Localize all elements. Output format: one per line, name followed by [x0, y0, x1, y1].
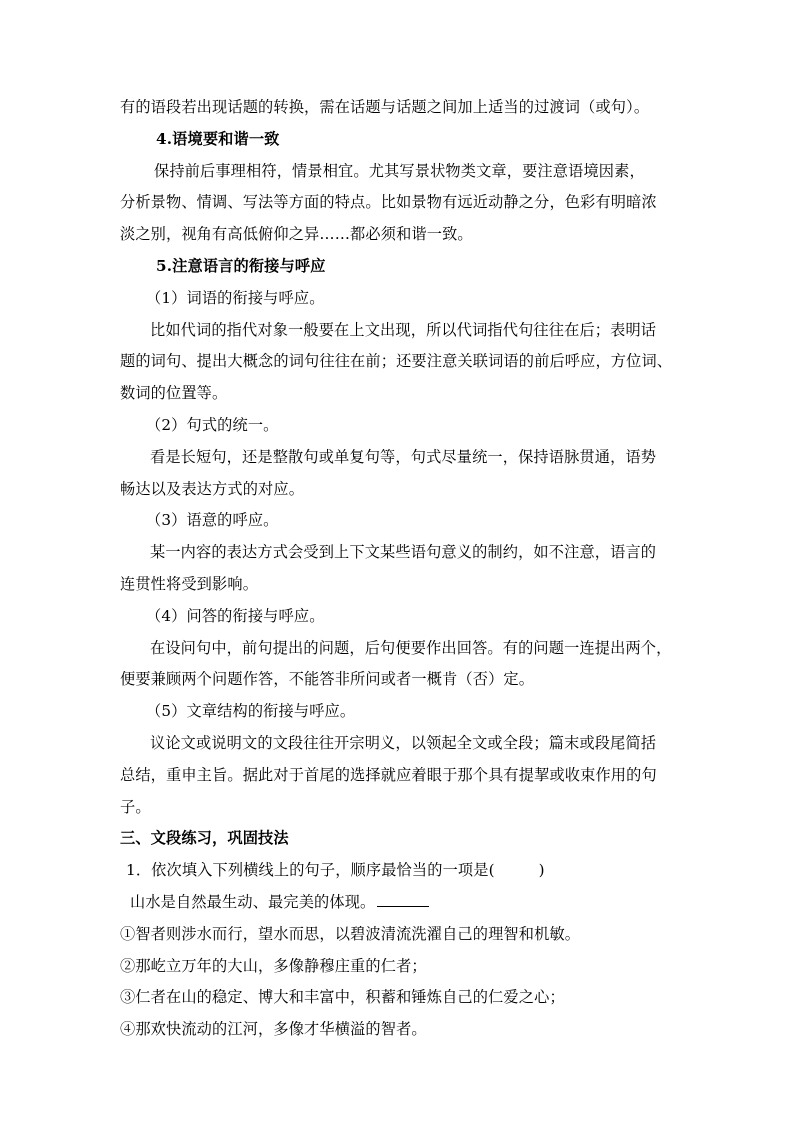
section-heading-5: 5.注意语言的衔接与呼应: [156, 256, 326, 275]
option-2: ②那屹立万年的大山，多像静穆庄重的仁者；: [120, 956, 427, 975]
paragraph-line: 分析景物、情调、写法等方面的特点。比如景物有远近动静之分，色彩有明暗浓: [120, 193, 657, 212]
paragraph-line: 连贯性将受到影响。: [120, 574, 259, 593]
paragraph-line: 保持前后事理相符，情景相宜。尤其写景状物类文章，要注意语境因素，: [154, 161, 645, 180]
section-heading-4: 4.语境要和谐一致: [156, 129, 280, 148]
question-1: [120, 855, 680, 887]
paragraph-line: 看是长短句，还是整散句或单复句等，句式尽量统一，保持语脉贯通，语势: [150, 447, 657, 466]
paragraph-line: 数词的位置等。: [120, 384, 228, 403]
option-3: ③仁者在山的稳定、博大和丰富中，积蓄和锤炼自己的仁爱之心；: [120, 988, 565, 1007]
paragraph-line: 题的词句、提出大概念的词句往往在前；还要注意关联词语的前后呼应，方位词、: [120, 352, 673, 371]
question-paren-close: ): [538, 861, 545, 880]
paragraph-line: 淡之别，视角有高低俯仰之异……都必须和谐一致。: [120, 225, 473, 244]
fill-blank: [377, 890, 429, 907]
paragraph-line: 总结，重申主旨。据此对于首尾的选择就应着眼于那个具有提挈或收束作用的句: [120, 765, 657, 784]
subsection-heading: （1）词语的衔接与呼应。: [146, 288, 325, 307]
paragraph-line: 在设问句中，前句提出的问题，后句便要作出回答。有的问题一连提出两个，: [150, 638, 672, 657]
paragraph-line: 有的语段若出现话题的转换，需在话题与话题之间加上适当的过渡词（或句）。: [120, 98, 650, 116]
document-page: [120, 92, 680, 1046]
paragraph-line: 议论文或说明文的文段往往开宗明义，以领起全文或全段；篇末或段尾简括: [150, 733, 657, 752]
paragraph-line: 便要兼顾两个问题作答，不能答非所问或者一概肯（否）定。: [120, 670, 535, 689]
subsection-heading: （5）文章结构的衔接与呼应。: [146, 702, 356, 721]
question-text: 1．依次填入下列横线上的句子，顺序最恰当的一项是(: [126, 861, 495, 880]
paragraph-line: 畅达以及表达方式的对应。: [120, 479, 305, 498]
section-heading-3: 三、文段练习，巩固技法: [120, 829, 289, 848]
paragraph-line: 某一内容的表达方式会受到上下文某些语句意义的制约，如不注意，语言的: [150, 543, 657, 562]
option-4: ④那欢快流动的江河，多像才华横溢的智者。: [120, 1020, 427, 1039]
paragraph-line: 子。: [120, 797, 151, 816]
subsection-heading: （4）问答的衔接与呼应。: [146, 606, 325, 625]
paragraph-line: 比如代词的指代对象一般要在上文出现，所以代词指代句往往在后；表明话: [150, 320, 657, 339]
subsection-heading: （3）语意的呼应。: [146, 511, 279, 530]
option-1: ①智者则涉水而行，望水而思，以碧波清流洗濯自己的理智和机敏。: [120, 924, 581, 943]
question-stem-text: 山水是自然最生动、最完美的体现。: [130, 892, 376, 911]
question-stem: [120, 887, 680, 919]
subsection-heading: （2）句式的统一。: [146, 415, 279, 434]
